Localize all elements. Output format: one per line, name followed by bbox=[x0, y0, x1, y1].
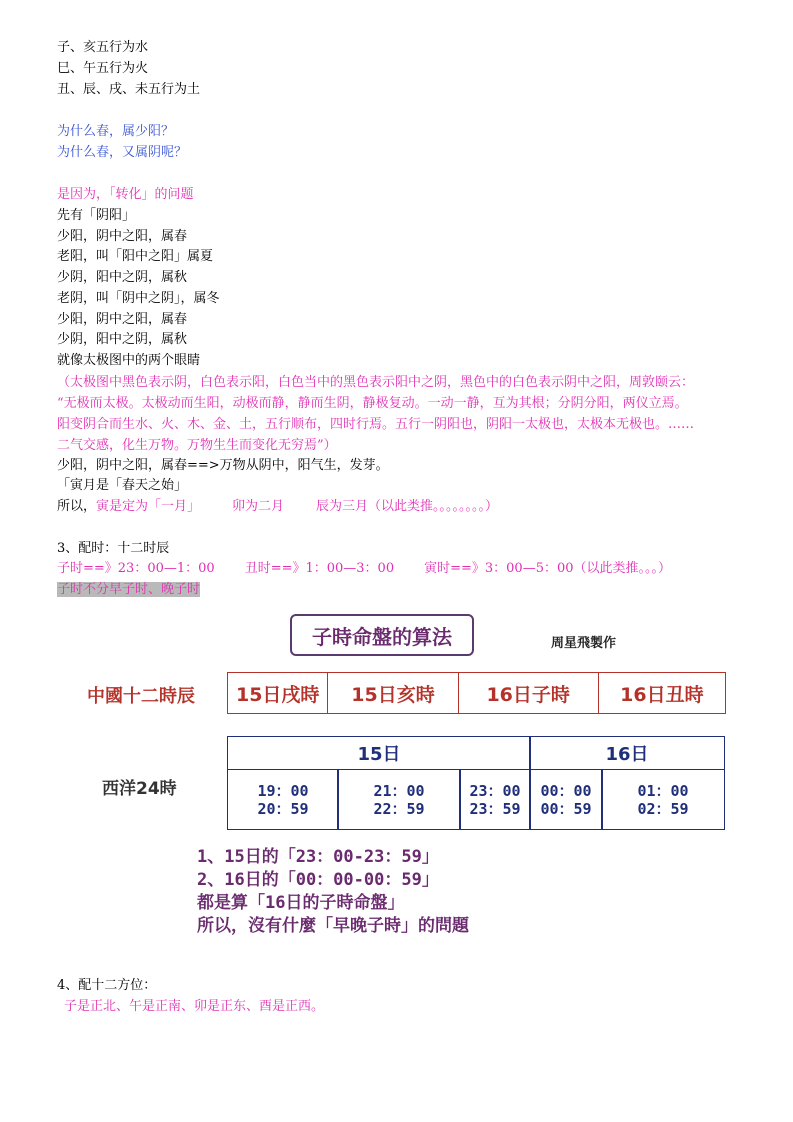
month-prefix: 所以， bbox=[57, 499, 97, 514]
western-time-label: 西洋24時 bbox=[102, 779, 177, 799]
quote-line: 阳变阴合而生水、火、木、金、土，五行顺布，四时行焉。五行一阴阳也，阴阳一太极也，太极本无极也。…… bbox=[57, 417, 695, 432]
time-end: 22：59 bbox=[373, 799, 425, 818]
note-line: 都是算「16日的子時命盤」 bbox=[197, 893, 405, 913]
shichen-times bbox=[57, 559, 671, 579]
text-line: 就像太极图中的两个眼睛 bbox=[57, 353, 201, 368]
time-cell bbox=[337, 770, 461, 830]
month-yin: 寅是定为「一月」 bbox=[96, 499, 201, 514]
time-cell bbox=[529, 770, 603, 830]
time-cell bbox=[601, 770, 725, 830]
time-end: 23：59 bbox=[469, 799, 521, 818]
figure-author: 周星飛製作 bbox=[551, 636, 617, 651]
note-line: 2、16日的「00：00-00：59」 bbox=[197, 870, 439, 890]
time-end: 02：59 bbox=[637, 799, 689, 818]
taiji-quote bbox=[57, 372, 742, 456]
quote-line: （太极图中黑色表示阴，白色表示阳，白色当中的黑色表示阳中之阴，黑色中的白色表示阴中之阳，周敦颐云： bbox=[57, 375, 695, 390]
time-end: 20：59 bbox=[257, 799, 309, 818]
note-line: 所以，沒有什麼「早晚子時」的問題 bbox=[197, 916, 469, 936]
question-line: 为什么春，属少阳？ bbox=[57, 124, 175, 139]
time-cell bbox=[227, 770, 339, 830]
text-line: 老阴，叫「阴中之阴」，属冬 bbox=[57, 291, 220, 306]
text-line: 少阴，阳中之阴，属秋 bbox=[57, 332, 188, 347]
text-line: 少阳，阴中之阳，属春 bbox=[57, 312, 188, 327]
day-15-header: 15日 bbox=[227, 736, 531, 770]
zishi-chart-image bbox=[57, 600, 737, 950]
shichen-cell: 16日子時 bbox=[459, 673, 599, 713]
answer-heading: 是因为，「转化」的问题 bbox=[57, 187, 194, 202]
shichen-cell: 15日戌時 bbox=[228, 673, 328, 713]
quote-line: “无极而太极。太极动而生阳，动极而静，静而生阴，静极复动。一动一静，互为其根；分阴分阳，两仪立焉。 bbox=[57, 396, 688, 411]
month-mao: 卯为二月 bbox=[232, 499, 285, 514]
figure-title: 子時命盤的算法 bbox=[290, 614, 474, 656]
section-3-title: 3、配时：十二时辰 bbox=[57, 541, 170, 556]
time-end: 00：59 bbox=[540, 799, 592, 818]
text-line: 少阴，阳中之阴，属秋 bbox=[57, 270, 188, 285]
shichen-cell: 15日亥時 bbox=[328, 673, 458, 713]
time-chou: 丑时==》1：00—3：00 bbox=[244, 561, 395, 576]
time-start: 01：00 bbox=[637, 781, 689, 800]
time-start: 21：00 bbox=[373, 781, 425, 800]
time-yin: 寅时==》3：00—5：00（以此类推。。。） bbox=[424, 561, 672, 576]
highlight-line bbox=[57, 580, 200, 600]
text-line: 少阳，阴中之阳，属春 bbox=[57, 229, 188, 244]
time-start: 23：00 bbox=[469, 781, 521, 800]
note-line: 1、15日的「23：00-23：59」 bbox=[197, 847, 439, 867]
highlighted-text: 子时不分早子时、晚子时 bbox=[57, 582, 201, 597]
time-start: 19：00 bbox=[257, 781, 309, 800]
text-line: 巳、午五行为火 bbox=[57, 61, 149, 76]
month-chen: 辰为三月（以此类推。。。。。。。。） bbox=[316, 499, 499, 514]
text-line: 子、亥五行为水 bbox=[57, 40, 149, 55]
time-cell bbox=[459, 770, 531, 830]
shichen-cell: 16日丑時 bbox=[620, 683, 704, 706]
text-line: 「寅月是「春天之始」 bbox=[57, 478, 188, 493]
direction-text: 子是正北、午是正南、卯是正东、酉是正西。 bbox=[64, 999, 325, 1014]
text-line: 老阳，叫「阳中之阳」属夏 bbox=[57, 249, 214, 264]
text-line: 丑、辰、戌、未五行为土 bbox=[57, 82, 201, 97]
question-line: 为什么春，又属阴呢？ bbox=[57, 145, 188, 160]
shichen-label: 中國十二時辰 bbox=[87, 686, 195, 707]
month-line bbox=[57, 497, 498, 517]
time-start: 00：00 bbox=[540, 781, 592, 800]
section-4-title: 4、配十二方位： bbox=[57, 978, 157, 993]
shichen-row bbox=[227, 672, 726, 714]
text-line: 少阳，阴中之阳，属春==>万物从阴中，阳气生，发芽。 bbox=[57, 458, 389, 473]
day-16-header: 16日 bbox=[529, 736, 725, 770]
quote-line: 二气交感，化生万物。万物生生而变化无穷焉”） bbox=[57, 438, 337, 453]
time-zi: 子时==》23：00—1：00 bbox=[57, 561, 215, 576]
text-line: 先有「阴阳」 bbox=[57, 208, 136, 223]
figure-notes bbox=[197, 846, 469, 938]
